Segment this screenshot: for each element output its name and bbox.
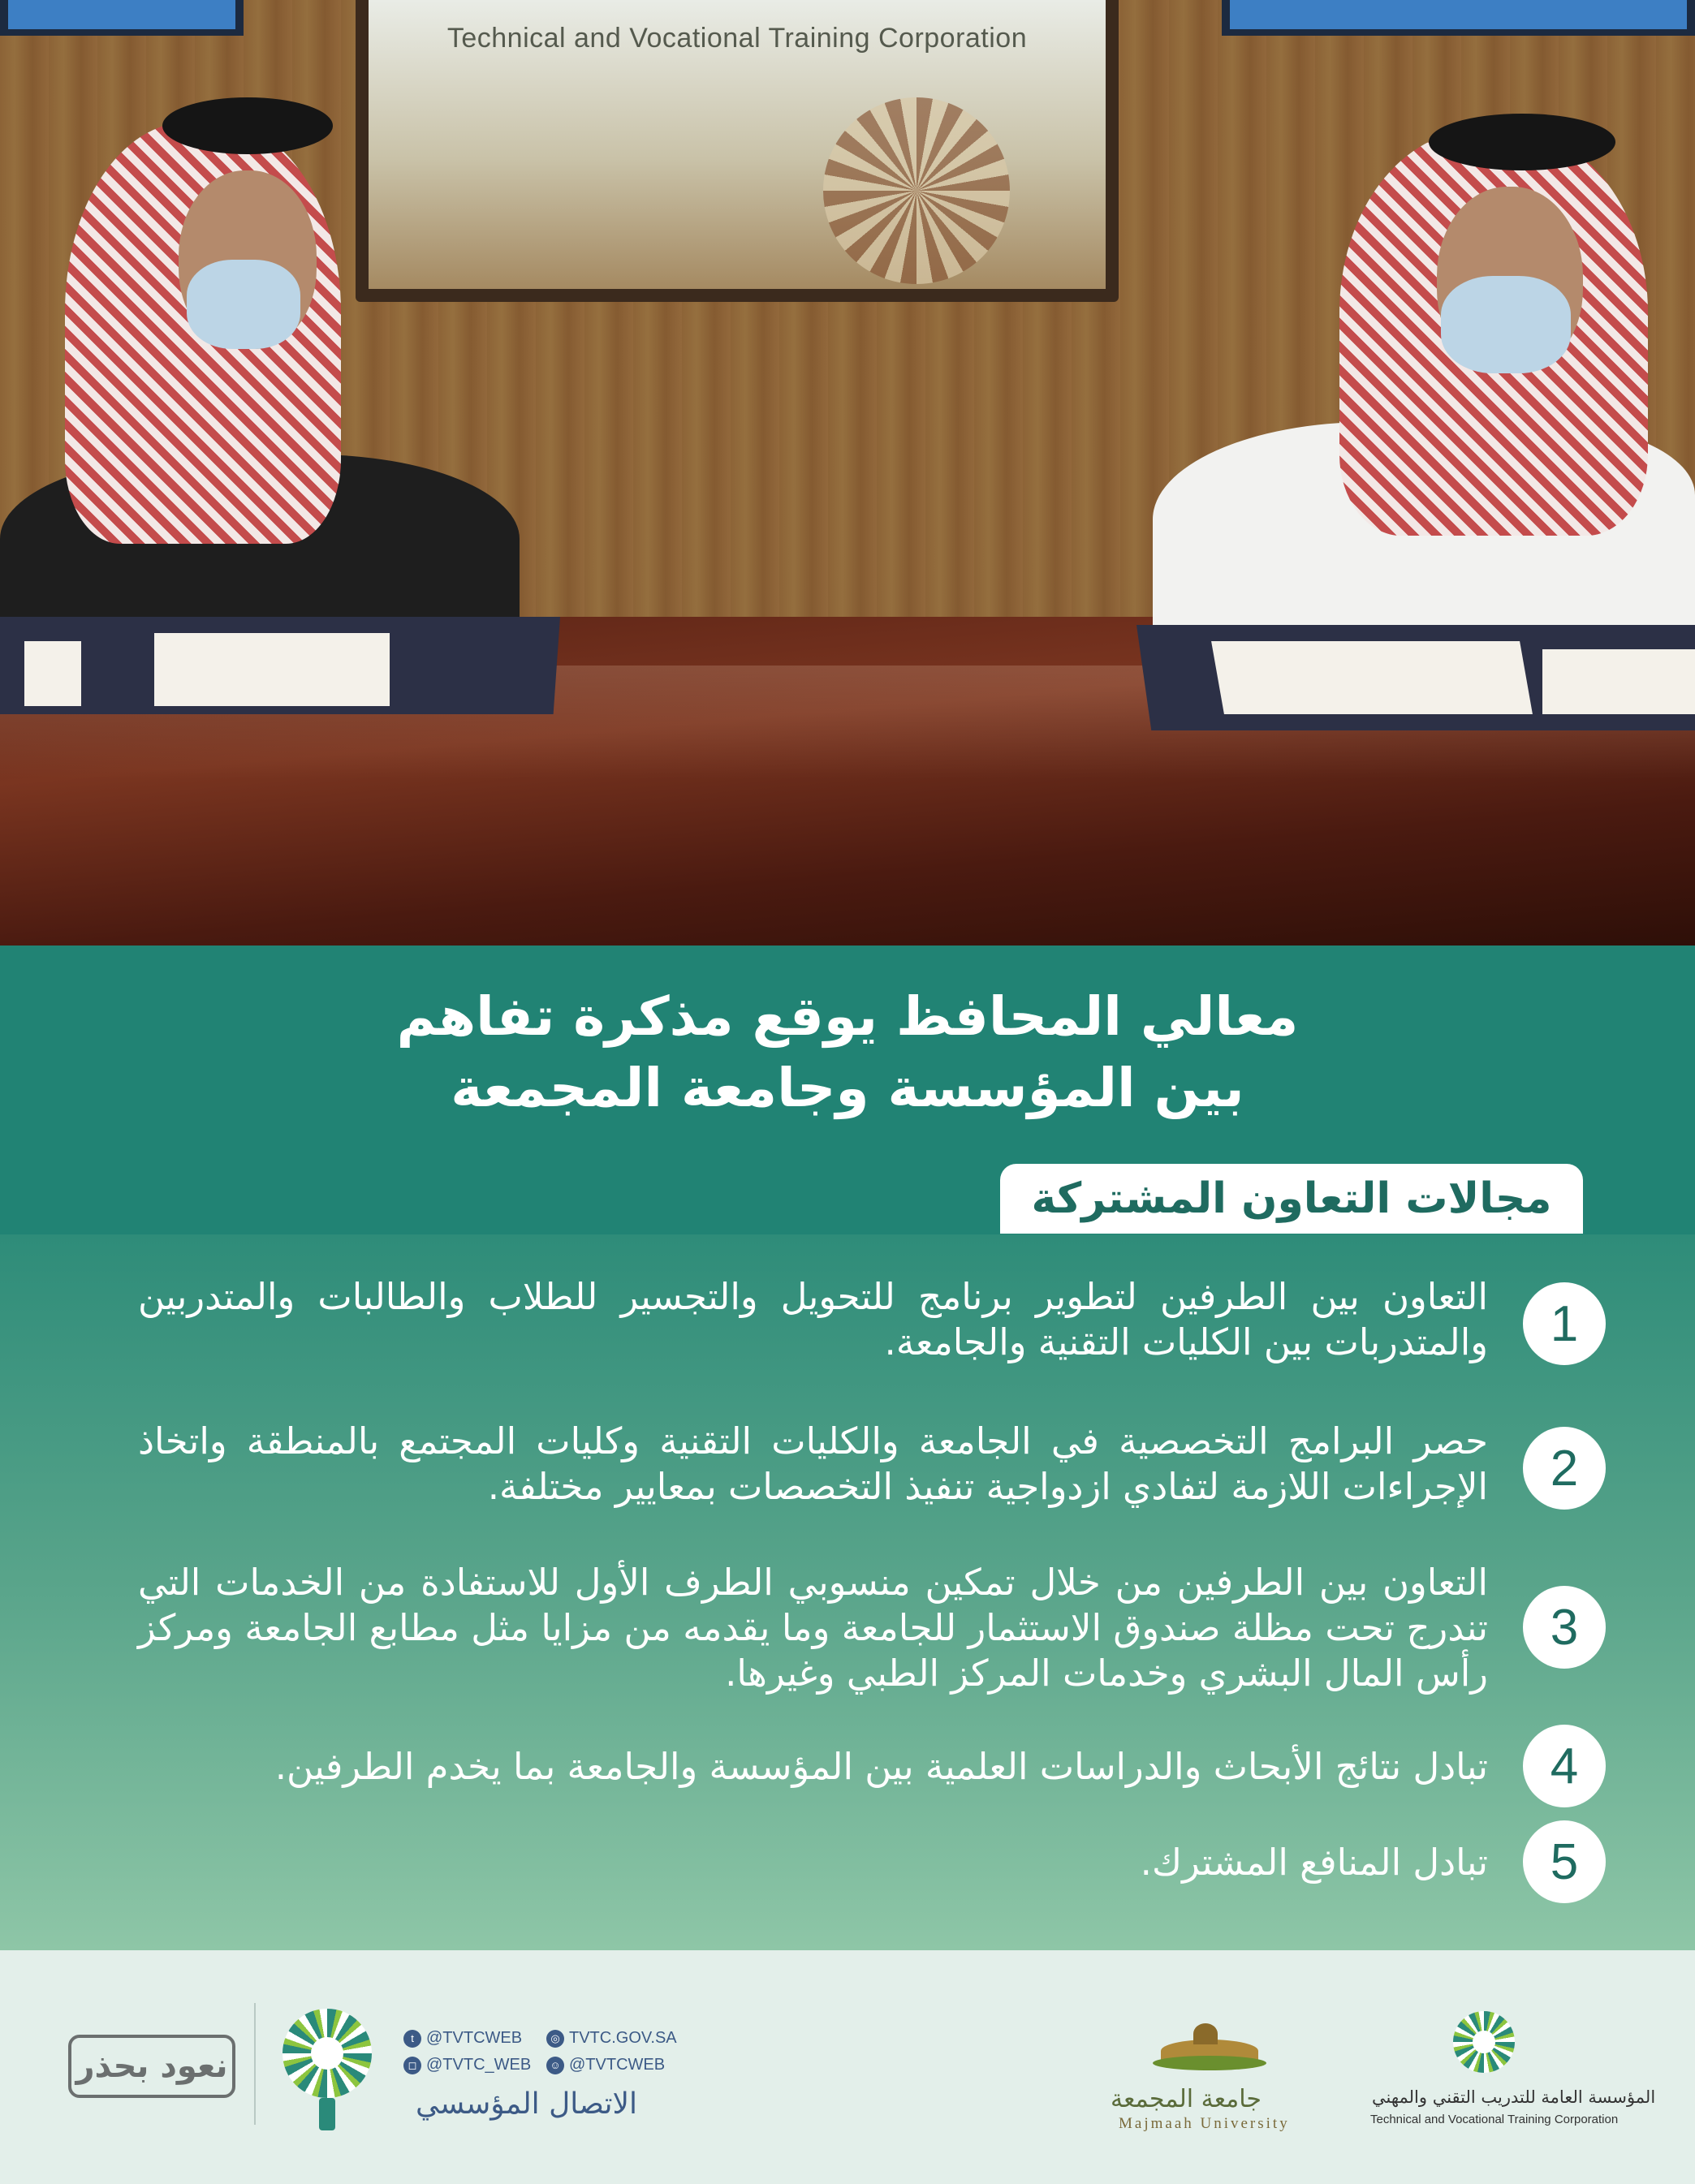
list-item xyxy=(138,1725,1606,1809)
majmaah-logo-icon xyxy=(1145,2015,1266,2080)
section-title-tab xyxy=(1000,1164,1583,1234)
list-item xyxy=(138,1560,1606,1698)
majmaah-logo-english: Majmaah University xyxy=(1119,2115,1290,2132)
tvtc-star-icon xyxy=(282,2009,372,2098)
social-instagram[interactable]: ◻ @TVTC_WEB xyxy=(403,2056,531,2074)
social-website[interactable]: ◎ TVTC.GOV.SA xyxy=(546,2029,677,2048)
footer-divider xyxy=(254,2003,256,2125)
globe-icon: ◎ xyxy=(546,2030,564,2048)
item-text: تبادل نتائج الأبحاث والدراسات العلمية بين المؤسسة والجامعة بما يخدم الطرفين. xyxy=(274,1745,1488,1788)
item-number-badge: 5 xyxy=(1523,1820,1606,1903)
department-label: الاتصال المؤسسي xyxy=(416,2087,638,2121)
social-snapchat[interactable]: ☺ @TVTCWEB xyxy=(546,2056,665,2074)
list-item xyxy=(138,1274,1606,1372)
list-item xyxy=(138,1419,1606,1516)
majmaah-logo-arabic: جامعة المجمعة xyxy=(1111,2085,1262,2113)
monitor-right xyxy=(1222,0,1695,36)
item-number-badge: 4 xyxy=(1523,1725,1606,1807)
campaign-badge: نعود بحذر xyxy=(68,2035,235,2098)
document-right xyxy=(1211,641,1533,714)
social-twitter[interactable]: t @TVTCWEB xyxy=(403,2029,522,2048)
monitor-left xyxy=(0,0,244,36)
item-text: التعاون بين الطرفين من خلال تمكين منسوبي الطرف الأول للاستفادة من الخدمات التي تندرج تحت مظلة صندوق الاستثمار للجامعة وما يقدمه من مزايا مثل مطابع الجامعة ومركز رأس المال البشري وخدمات المركز الطبي وغيرها. xyxy=(138,1561,1488,1695)
item-text: التعاون بين الطرفين لتطوير برنامج للتحويل والتجسير للطلاب والطالبات والمتدربين والمتدربات بين الكليات التقنية والجامعة. xyxy=(138,1275,1488,1363)
item-number-badge: 1 xyxy=(1523,1282,1606,1365)
section-title: مجالات التعاون المشتركة xyxy=(1031,1174,1552,1223)
snapchat-icon: ☺ xyxy=(546,2057,564,2074)
item-number-badge: 3 xyxy=(1523,1586,1606,1669)
item-text: تبادل المنافع المشترك. xyxy=(1140,1841,1488,1884)
tvtc-logo-english: Technical and Vocational Training Corporation xyxy=(1370,2113,1619,2126)
tvtc-logo-icon xyxy=(1453,2011,1515,2073)
wall-sign-frame xyxy=(356,0,1119,302)
list-item xyxy=(138,1820,1606,1905)
headline-line1: معالي المحافظ يوقع مذكرة تفاهم xyxy=(396,985,1299,1048)
instagram-icon: ◻ xyxy=(403,2057,421,2074)
signing-photo xyxy=(0,0,1695,946)
item-number-badge: 2 xyxy=(1523,1427,1606,1510)
document-left xyxy=(154,633,390,706)
headline-line2: بين المؤسسة وجامعة المجمعة xyxy=(451,1057,1244,1119)
wall-sign-text: Technical and Vocational Training Corporation xyxy=(446,23,1028,54)
item-text: حصر البرامج التخصصية في الجامعة والكليات التقنية وكليات المجتمع بالمنطقة واتخاذ الإجراءات اللازمة لتفادي ازدواجية تنفيذ التخصصات بمعايير مختلفة. xyxy=(138,1419,1488,1508)
tvtc-logo-arabic: المؤسسة العامة للتدريب التقني والمهني xyxy=(1372,2087,1656,2107)
tvtc-star-emblem xyxy=(823,97,1010,284)
twitter-icon: t xyxy=(403,2030,421,2048)
